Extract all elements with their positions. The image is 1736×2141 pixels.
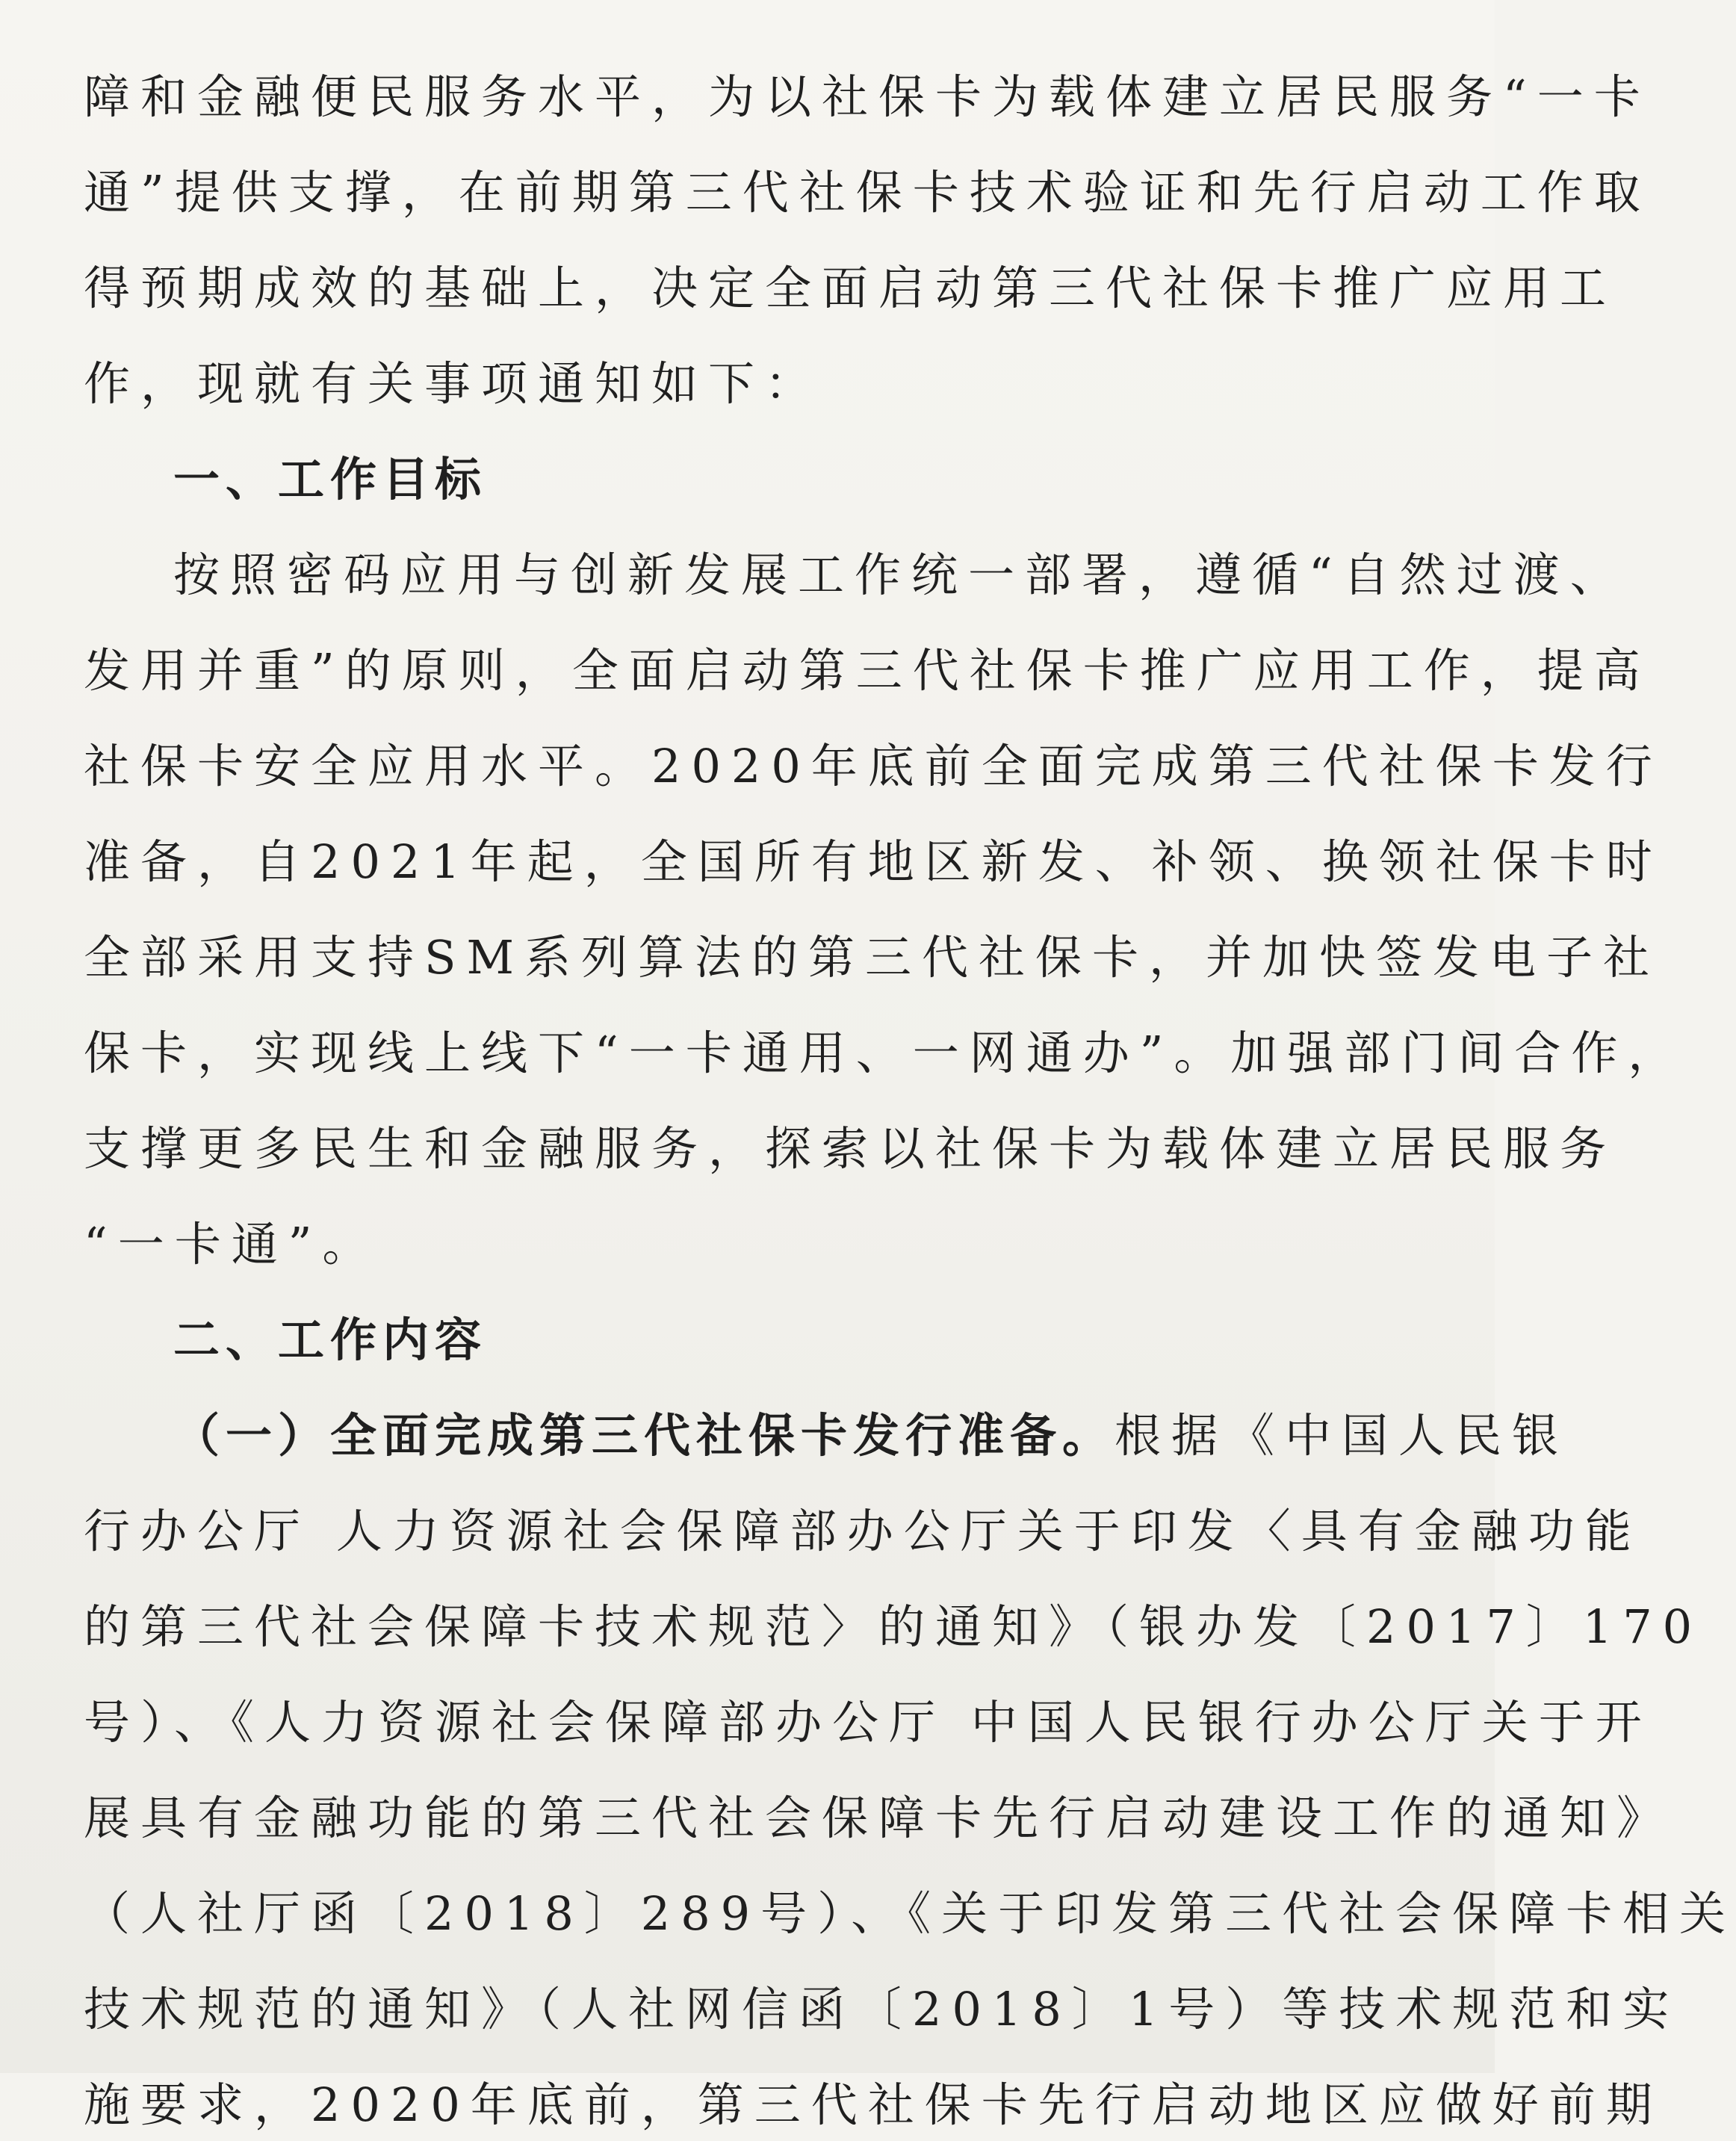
text-line: 发用并重”的原则，全面启动第三代社保卡推广应用工作，提高 [84, 643, 1651, 698]
text-line: 社保卡安全应用水平。2020年底前全面完成第三代社保卡发行 [84, 739, 1663, 793]
item-title: （一）全面完成第三代社保卡发行准备。 [173, 1408, 1115, 1463]
text-line: “一卡通”。 [84, 1217, 379, 1271]
text-line: 保卡，实现线上线下“一卡通用、一网通办”。加强部门间合作， [84, 1026, 1685, 1080]
item-text: 根据《中国人民银 [1115, 1408, 1569, 1463]
text-line: 作，现就有关事项通知如下： [84, 356, 822, 411]
text-line: 按照密码应用与创新发展工作统一部署，遵循“自然过渡、 [173, 548, 1627, 602]
text-line: 准备，自2021年起，全国所有地区新发、补领、换领社保卡时 [84, 834, 1663, 889]
section-heading: 一、工作目标 [173, 452, 488, 506]
text-line: 全部采用支持SM系列算法的第三代社保卡，并加快签发电子社 [84, 930, 1660, 985]
text-line: 行办公厅 人力资源社会保障部办公厅关于印发〈具有金融功能 [84, 1504, 1642, 1558]
text-line: （人社厅函〔2018〕289号）、《关于印发第三代社会保障卡相关 [84, 1886, 1736, 1941]
text-line [173, 1400, 1569, 1472]
text-line: 通”提供支撑，在前期第三代社保卡技术验证和先行启动工作取 [84, 165, 1651, 220]
text-line: 得预期成效的基础上，决定全面启动第三代社保卡推广应用工 [84, 261, 1617, 315]
text-line: 施要求，2020年底前，第三代社保卡先行启动地区应做好前期 [84, 2078, 1663, 2132]
section-heading: 二、工作内容 [173, 1313, 488, 1367]
text-line: 号）、《人力资源社会保障部办公厅 中国人民银行办公厅关于开 [84, 1695, 1652, 1750]
text-line: 展具有金融功能的第三代社会保障卡先行启动建设工作的通知》 [84, 1791, 1674, 1845]
text-line: 的第三代社会保障卡技术规范〉的通知》（银办发〔2017〕170 [84, 1599, 1703, 1654]
text-line: 支撑更多民生和金融服务，探索以社保卡为载体建立居民服务 [84, 1121, 1617, 1176]
text-line: 技术规范的通知》（人社网信函〔2018〕1号）等技术规范和实 [84, 1982, 1680, 2036]
text-line: 障和金融便民服务水平，为以社保卡为载体建立居民服务“一卡 [84, 69, 1651, 124]
